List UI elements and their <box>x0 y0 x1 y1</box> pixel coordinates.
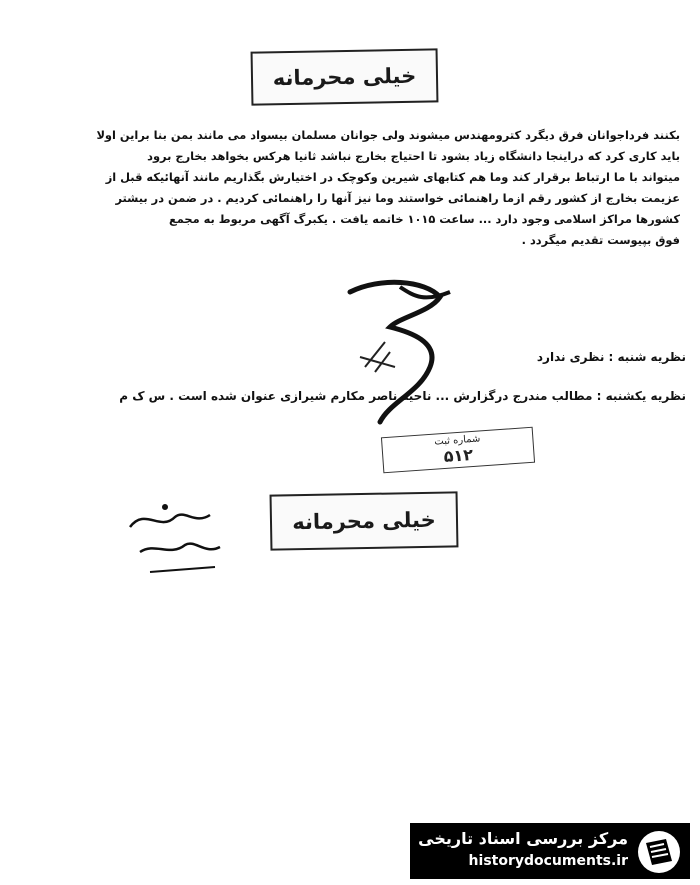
registration-stamp <box>381 427 535 474</box>
archive-logo-icon <box>636 829 682 875</box>
archive-watermark <box>410 823 690 879</box>
paragraph-line: بکنند فرداجوانان فرق دیگرد کترومهندس میشوند ولی جوانان مسلمان بیسواد می مانند بمن بنا براین اولا <box>96 128 680 142</box>
paragraph-line: کشورها مراکز اسلامی وجود دارد ... ساعت ۱۰۱۵ خاتمه یافت . یکبرگ آگهی مربوط به مجمع <box>168 212 680 226</box>
sunday-opinion: نظریه یکشنبه : مطالب مندرج درگزارش ... ناحیه ناصر مکارم شیرازی عنوان شده است . س ک م <box>119 389 686 403</box>
watermark-url: historydocuments.ir <box>468 853 628 869</box>
top-classification-text: خیلی محرمانه <box>272 63 417 91</box>
paragraph-line: میتواند با ما ارتباط برقرار کند وما هم کتابهای شیرین وکوچک در اختیارش بگذاریم مانند آنهائیکه قبل از <box>105 170 680 184</box>
registration-label: شماره ثبت <box>433 433 481 448</box>
paragraph-line: فوق بپیوست تقدیم میگردد . <box>521 233 680 247</box>
saturday-opinion: نظریه شنبه : نظری ندارد <box>536 350 686 364</box>
bottom-classification-stamp <box>270 491 459 550</box>
handwritten-signature <box>120 497 230 582</box>
report-paragraph <box>30 125 680 251</box>
bottom-classification-text: خیلی محرمانه <box>292 507 436 535</box>
watermark-title: مرکز بررسی اسناد تاریخی <box>418 829 628 848</box>
paragraph-line: باید کاری کرد که دراینجا دانشگاه زیاد بشود تا احتیاج بخارج نباشد ثانیا هرکس بخواهد بخارج برود <box>147 149 680 163</box>
top-classification-stamp <box>251 48 439 105</box>
paragraph-line: عزیمت بخارج از کشور رقم ازما راهنمائی خواستند وما نیز آنها را راهنمائی کردیم . در ضمن در بیشتر <box>115 191 680 205</box>
registration-number: ۵۱۲ <box>443 444 474 466</box>
